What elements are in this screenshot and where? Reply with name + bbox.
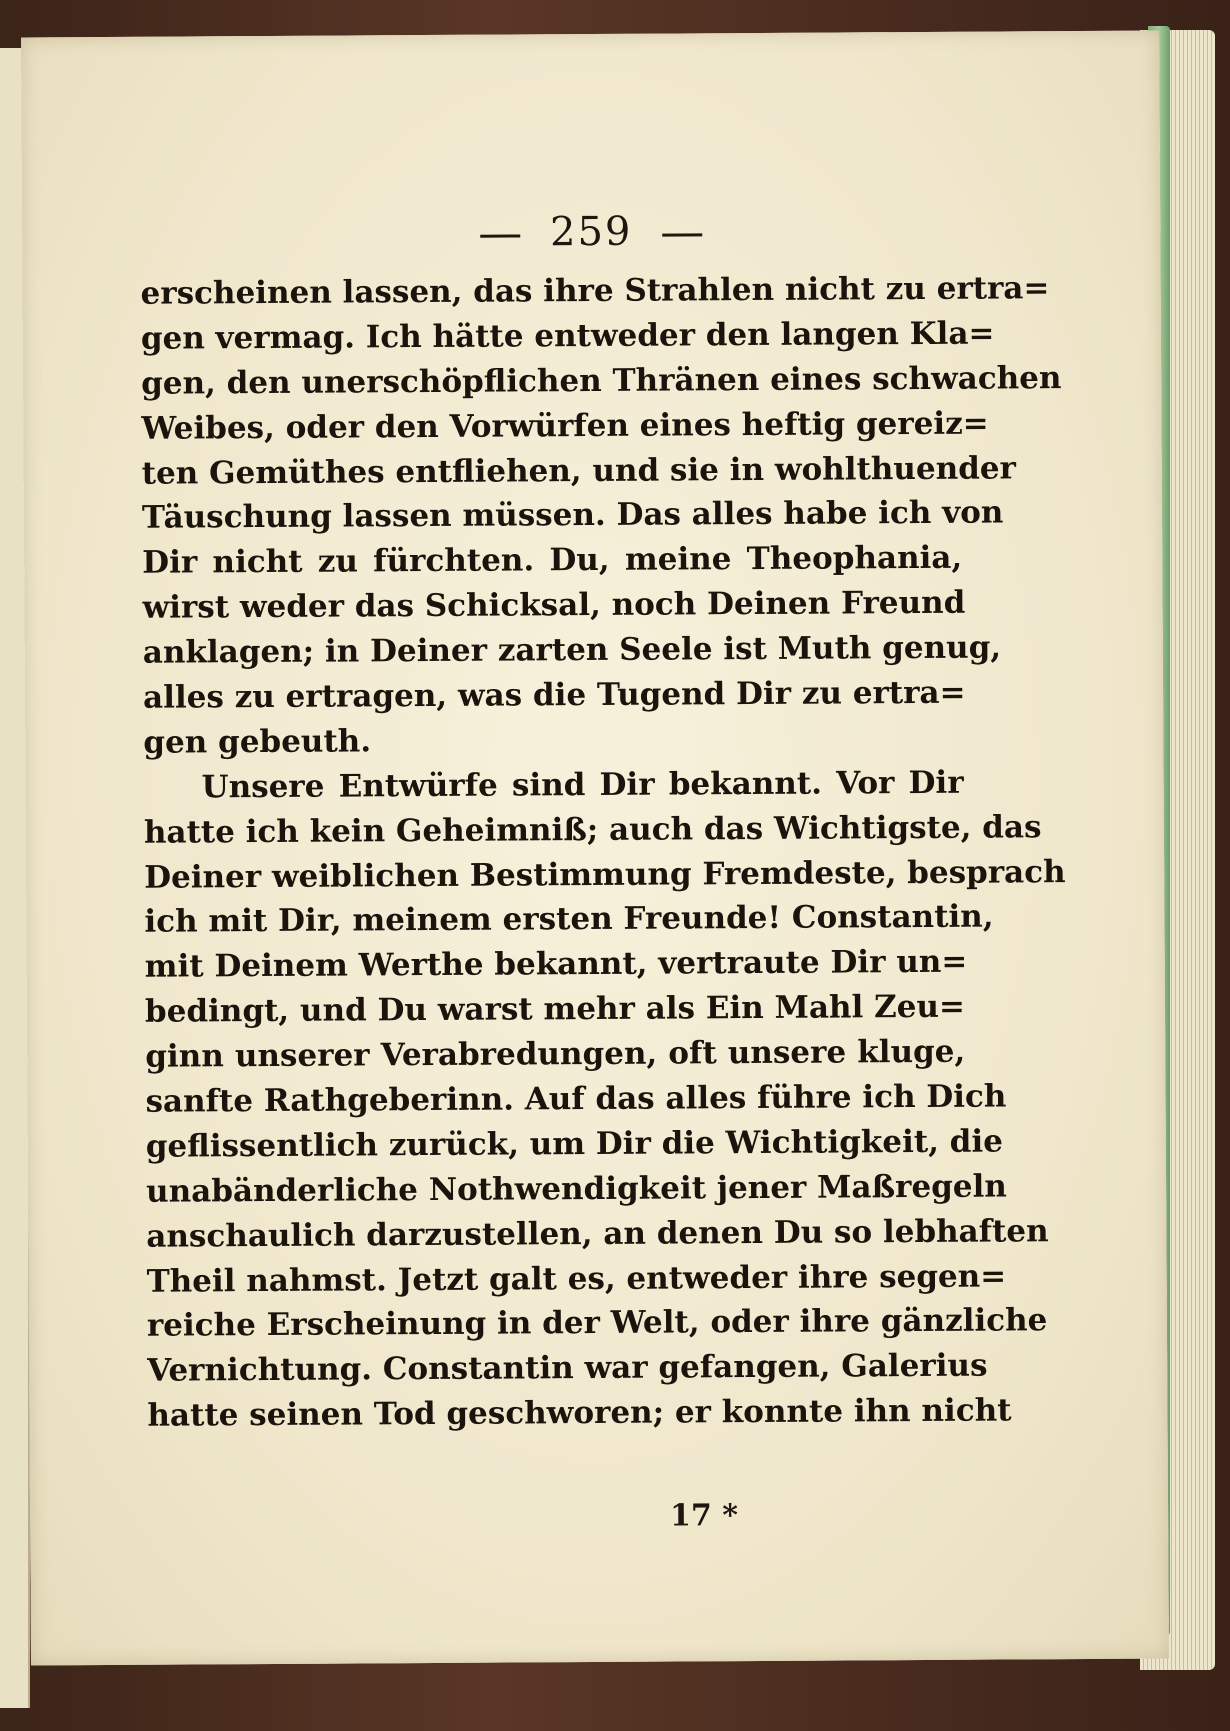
text-line: unabänderliche Nothwendigkeit jener Maßregeln [145, 1168, 1007, 1210]
text-line: anklagen; in Deiner zarten Seele ist Muth genug, [142, 629, 1002, 671]
text-line: sanfte Rathgeberinn. Auf das alles führe ich Dich [145, 1078, 1007, 1120]
text-line: hatte ich kein Geheimniß; auch das Wichtigste, das [143, 808, 1042, 851]
text-line: Weibes, oder den Vorwürfen eines heftig gereiz= [141, 405, 989, 447]
text-line: Täuschung lassen müssen. Das alles habe ich von [141, 494, 1004, 537]
header-dash-left [480, 234, 520, 237]
text-line: anschaulich darzustellen, an denen Du so lebhaften [146, 1212, 1049, 1255]
text-line: Unsere Entwürfe sind Dir bekannt. Vor Dir [201, 764, 964, 806]
text-line: gen, den unerschöpflichen Thränen eines schwachen [141, 359, 1062, 402]
text-line: alles zu ertragen, was die Tugend Dir zu ertra= [142, 674, 966, 716]
header-dash-right [662, 233, 702, 236]
page-number: 259 [549, 208, 633, 256]
text-line: Theil nahmst. Jetzt galt es, entweder ihre segen= [146, 1258, 1007, 1300]
text-line: ginn unserer Verabredungen, oft unsere kluge, [145, 1033, 966, 1075]
page-header [22, 206, 1160, 259]
text-line: Vernichtung. Constantin war gefangen, Galerius [147, 1347, 988, 1390]
text-line: mit Deinem Werthe bekannt, vertraute Dir un= [144, 944, 968, 986]
text-line: wirst weder das Schicksal, noch Deinen Freund [142, 584, 966, 626]
text-line: ich mit Dir, meinem ersten Freunde! Constantin, [144, 899, 994, 941]
text-line: hatte seinen Tod geschworen; er konnte ihn nicht [147, 1392, 1012, 1435]
text-line: gen vermag. Ich hätte entweder den langen Kla= [140, 315, 995, 357]
page-text [140, 267, 1066, 1439]
text-line: erscheinen lassen, das ihre Strahlen nicht zu ertra= [140, 270, 1050, 312]
text-line: reiche Erscheinung in der Welt, oder ihre gänzliche [146, 1302, 1048, 1345]
text-line: bedingt, und Du warst mehr als Ein Mahl Zeu= [144, 988, 966, 1031]
text-line: gen gebeuth. [143, 723, 372, 761]
text-line: Dir nicht zu fürchten. Du, meine Theophania, [142, 540, 963, 582]
text-line: Deiner weiblichen Bestimmung Fremdeste, besprach [144, 853, 1066, 896]
text-line: ten Gemüthes entfliehen, und sie in wohlthuender [141, 449, 1017, 492]
signature-mark: 17 * [669, 1498, 739, 1534]
text-line: geflissentlich zurück, um Dir die Wichtigkeit, die [145, 1123, 1004, 1165]
book-page [21, 31, 1169, 1666]
